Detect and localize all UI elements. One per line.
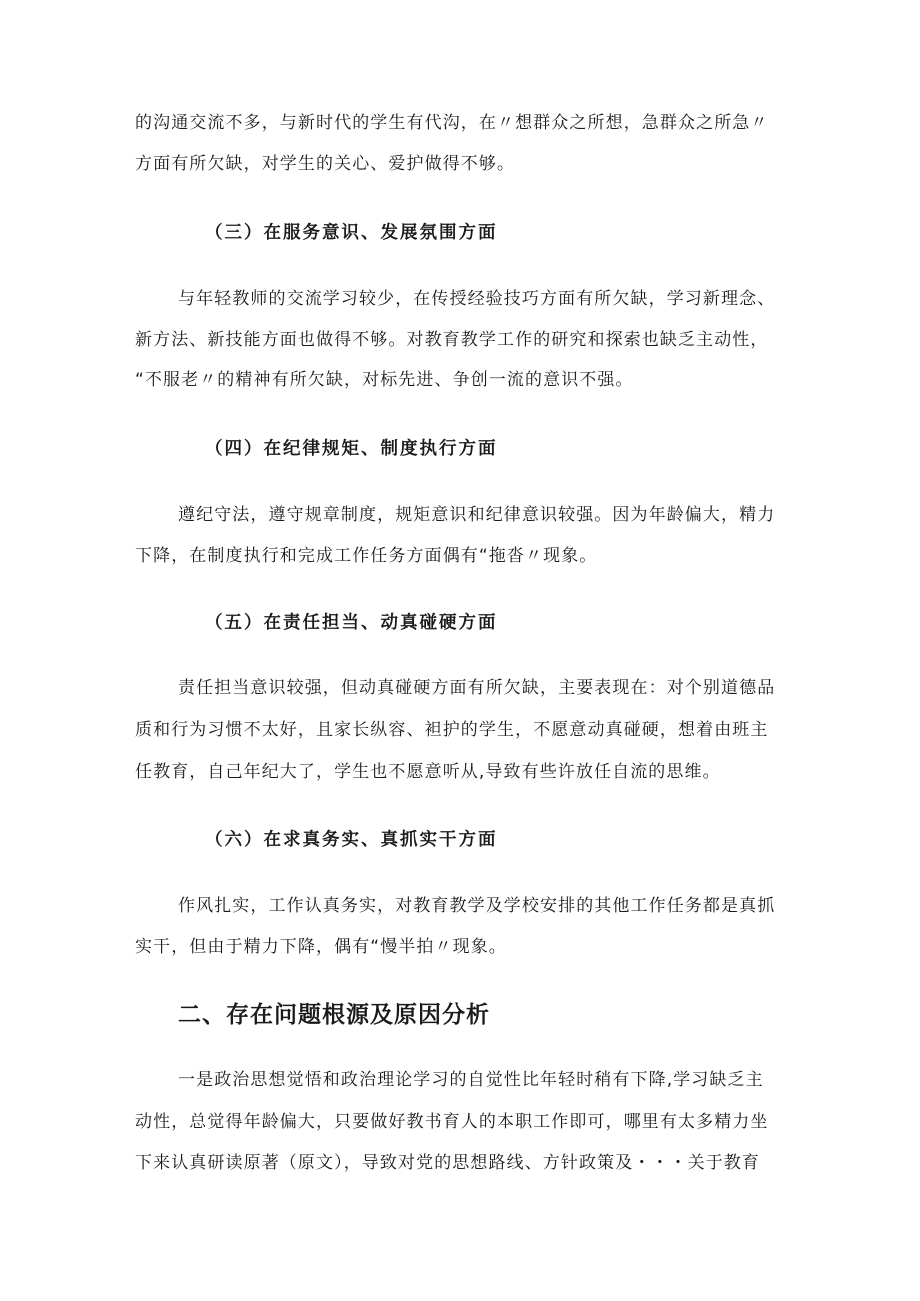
section-6-line-1: 作风扎实，工作认真务实，对教育教学及学校安排的其他工作任务都是真抓: [178, 896, 776, 916]
section-3-line-2: 新方法、新技能方面也做得不够。对教育教学工作的研究和探索也缺乏主动性，: [135, 330, 769, 350]
section-3-heading: （三）在服务意识、发展氛围方面: [205, 223, 498, 243]
section-4-line-1: 遵纪守法，遵守规章制度，规矩意识和纪律意识较强。因为年龄偏大，精力: [178, 505, 776, 525]
part-2-heading: 二、存在问题根源及原因分析: [178, 1002, 490, 1028]
section-5-line-1: 责任担当意识较强，但动真碰硬方面有所欠缺，主要表现在：对个别道德品: [178, 678, 776, 698]
section-5-line-2: 质和行为习惯不太好，且家长纵容、袒护的学生，不愿意动真碰硬，想着由班主: [135, 720, 769, 740]
section-6-line-2: 实干，但由于精力下降，偶有“慢半拍〃现象。: [135, 937, 507, 957]
section-3-line-3: “不服老〃的精神有所欠缺，对标先进、争创一流的意识不强。: [135, 370, 634, 390]
part-2-line-2: 动性，总觉得年龄偏大，只要做好教书育人的本职工作即可，哪里有太多精力坐: [135, 1112, 769, 1132]
intro-line-1: 的沟通交流不多，与新时代的学生有代沟，在〃想群众之所想，急群众之所急〃: [135, 113, 769, 133]
section-5-line-3: 任教育，自己年纪大了，学生也不愿意听从,导致有些许放任自流的思维。: [135, 762, 721, 782]
section-3-line-1: 与年轻教师的交流学习较少，在传授经验技巧方面有所欠缺，学习新理念、: [178, 289, 776, 309]
part-2-line-3: 下来认真研读原著（原文），导致对党的思想路线、方针政策及・・・关于教育: [135, 1153, 760, 1173]
section-4-heading: （四）在纪律规矩、制度执行方面: [205, 439, 498, 459]
section-6-heading: （六）在求真务实、真抓实干方面: [205, 830, 498, 850]
section-5-heading: （五）在责任担当、动真碰硬方面: [205, 613, 498, 633]
part-2-line-1: 一是政治思想觉悟和政治理论学习的自觉性比年轻时稍有下降,学习缺乏主: [178, 1070, 764, 1090]
intro-line-2: 方面有所欠缺，对学生的关心、爱护做得不够。: [135, 154, 516, 174]
section-4-line-2: 下降，在制度执行和完成工作任务方面偶有“拖沓〃现象。: [135, 546, 598, 566]
